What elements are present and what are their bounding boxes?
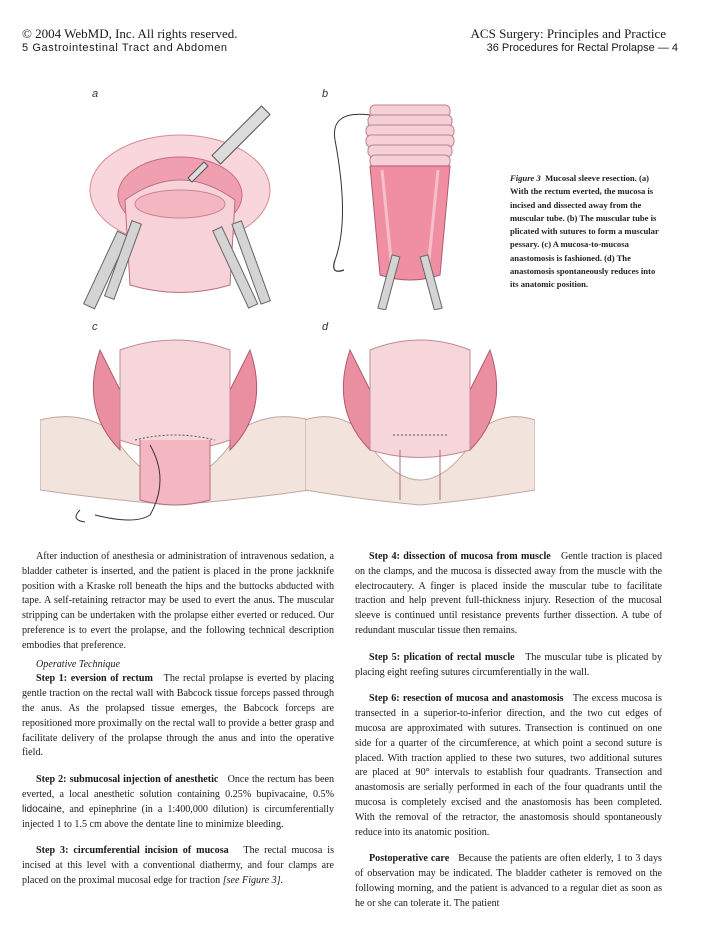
step5-text: The muscular tube is plicated by placing eight reefing sutures circumferentially in the wall.: [355, 651, 662, 678]
figure-caption-text: Mucosal sleeve resection. (a) With the rectum everted, the mucosa is incised and dissected away from the muscular tube. (b) The muscular tube is plicated with sutures to form a muscular pessary. (c) A mucosa-to-mucosa anastomosis is fashioned. (d) The anastomosis spontaneously reduces into its anatomic position.: [510, 173, 659, 290]
step6-text: The excess mucosa is transected in a superior-to-inferior direction, and the two cut edges of mucosa are approximated with sutures. Transection is continued on one side for a quarter of the circumference, at which point a second suture is placed. With traction applied to these two sutures, two additional sutures are placed at 90° intervals to establish four quadrants. Transection and anastomosis are serially performed in each of the four quadrants until the mucosa is completely excised and the anastomosis has been completed. With the removal of the retractor, the anastomosis should spontaneously reduce into its anatomic position.: [355, 693, 662, 838]
figure-panel-a-illustration: [80, 100, 300, 320]
intro-paragraph: After induction of anesthesia or administration of intravenous sedation, a bladder catheter is inserted, and the patient is placed in the prone jackknife position with a Kraske roll beneath the hips and the buttocks abducted with tape. A self-retaining retractor may be used to evert the anus. The muscular stripping can be undertaken with the prolapse either everted or reduced. Our preference is to evert the prolapse, and the following technical description embodies that preference.: [22, 551, 334, 651]
step1-text: The rectal prolapse is everted by placing gentle traction on the rectal wall with Babcock tissue forceps passed through the anus. As the prolapsed tissue emerges, the Babcock forceps are repositioned more proximally on the rectal wall to provide a better grasp and facilitate delivery of the prolapse through the anus and into the operative field.: [22, 673, 334, 759]
step4-paragraph: [355, 550, 662, 639]
step6-paragraph: [355, 692, 662, 840]
running-header-copyright: © 2004 WebMD, Inc. All rights reserved.: [22, 26, 238, 41]
panel-label-a: a: [92, 88, 99, 100]
chapter-title: 36 Procedures for Rectal Prolapse: [486, 42, 655, 54]
page-separator: —: [657, 42, 669, 54]
step2-paragraph: [22, 773, 334, 832]
operative-technique-subheading: Operative Technique: [36, 658, 121, 670]
postop-text: Because the patients are often elderly, 1 to 3 days of observation may be indicated. The bladder catheter is removed on the following morning, and the patient is advanced to a regular diet as soon as he or she can tolerate it. The patient: [355, 853, 662, 909]
figure-caption-label: Figure 3: [510, 173, 541, 183]
figure-caption: [510, 172, 664, 292]
postop-title: Postoperative care: [369, 853, 450, 865]
step4-title: Step 4: dissection of mucosa from muscle: [369, 551, 551, 562]
step2-text-b: , and epinephrine (in a 1:400,000 dilution) is circumferentially injected 1 to 1.5 cm above the dentate line to minimize bleeding.: [22, 803, 334, 830]
step1-title: Step 1: eversion of rectum: [36, 673, 153, 685]
step2-title: Step 2: submucosal injection of anesthetic: [36, 774, 219, 786]
step3-figure-ref: [see Figure 3].: [222, 874, 284, 886]
left-text-column: [22, 550, 334, 889]
running-header-chapter: [487, 42, 678, 54]
running-header-book-title: ACS Surgery: Principles and Practice: [470, 26, 666, 41]
step1-paragraph: [22, 672, 334, 761]
panel-label-d: d: [322, 321, 329, 333]
step2-drug: lidocaine: [22, 803, 62, 815]
page-number: 4: [671, 42, 678, 54]
figure-panel-d-illustration: [305, 330, 535, 530]
postop-paragraph: [355, 852, 662, 911]
running-header-section: 5 Gastrointestinal Tract and Abdomen: [22, 42, 228, 54]
figure-panel-c-illustration: [40, 330, 310, 530]
step3-title: Step 3: circumferential incision of mucosa: [36, 845, 229, 857]
step5-paragraph: [355, 651, 662, 681]
step3-text: The rectal mucosa is incised at this level with a conventional diathermy, and four clamps are placed on the proximal mucosal edge for traction: [22, 845, 334, 886]
step4-text: Gentle traction is placed on the clamps, and the mucosa is dissected away from the muscle with the electrocautery. A finger is placed inside the muscular tube to facilitate traction and help prevent full-thickness injury. Resection of the mucosal sleeve is continued until resistance prevents further dissection. A tube of redundant muscular tissue then remains.: [355, 551, 662, 636]
panel-label-b: b: [322, 88, 329, 100]
step6-title: Step 6: resection of mucosa and anastomosis: [369, 693, 564, 705]
panel-label-c: c: [92, 321, 98, 333]
step5-title: Step 5: plication of rectal muscle: [369, 651, 515, 663]
step2-text-a: Once the rectum has been everted, a local anesthetic solution containing 0.25% bupivacaine, 0.5%: [22, 774, 334, 800]
right-text-column: [355, 550, 662, 912]
figure-panel-b-illustration: [330, 100, 490, 310]
step3-paragraph: [22, 844, 334, 888]
